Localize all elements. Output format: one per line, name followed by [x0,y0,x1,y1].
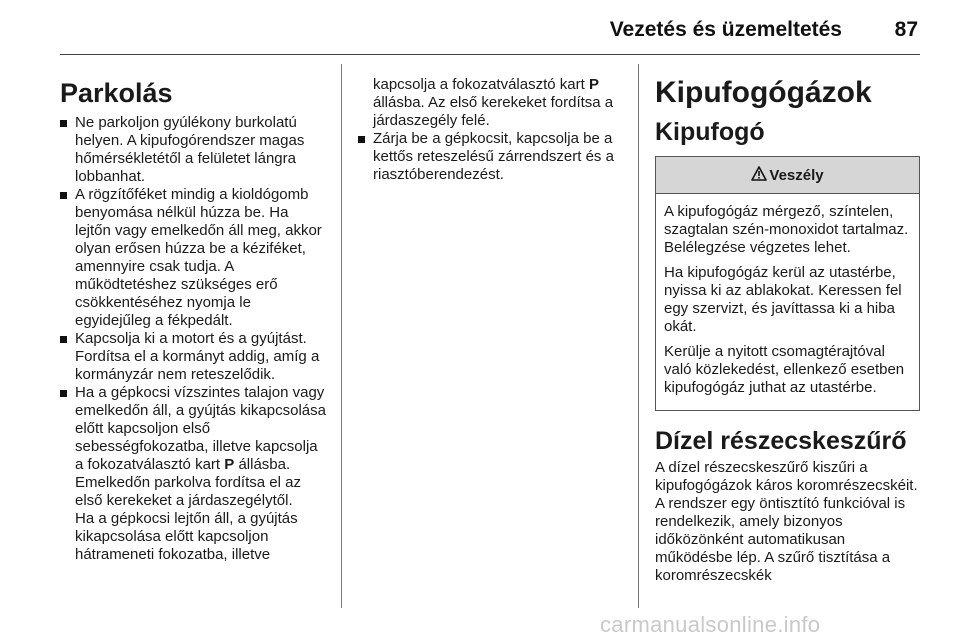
warning-paragraph: A kipufogógáz mérgező, színtelen, szagtalan szén-monoxidot tartalmaz. Belélegzése végzetes lehet. [664,203,909,256]
parking-heading: Parkolás [60,78,173,108]
header-rule [60,54,920,55]
warning-title: Veszély [769,166,824,184]
column-1 [60,60,328,642]
column-divider [341,64,342,608]
list-item-text: kapcsolja a fokozatválasztó kart [373,76,585,93]
list-item: Zárja be a gépkocsit, kapcsolja be a kettős reteszelésű zárrendszert és a riasztóberendezést. [358,130,620,184]
diesel-text: A dízel részecskeszűrő kiszűri a kipufogógázok káros koromrészecskéit. A rendszer egy öntisztító funkcióval is rendelkezik, amely bizonyos időközönként automatikusan működésbe lép. A szűrő tisztítása a koromrészecskék [655,459,918,584]
danger-warning-box [655,156,920,411]
gear-position-p: P [224,456,235,473]
list-item: Kapcsolja ki a motort és a gyújtást. Fordítsa el a kormányt addig, amíg a kormányzár nem reteszelődik. [60,330,328,384]
warning-triangle-icon [751,166,767,185]
exhaust-heading: Kipufogógázok [655,76,872,109]
page-header [0,0,960,56]
list-item: A rögzítőféket mindig a kioldógomb benyomása nélkül húzza be. Ha lejtőn vagy emelkedőn áll meg, akkor olyan erősen húzza be a kéziféket, amennyire csak tudja. A működtetéshez szükséges erő csökkentéséhez nyomja le egyidejűleg a fékpedált. [60,186,328,330]
column-divider [638,64,639,608]
warning-body [656,194,919,410]
exhaust-subheading: Kipufogó [655,118,765,146]
warning-paragraph: Ha kipufogógáz kerül az utastérbe, nyissa ki az ablakokat. Keressen fel egy szervizt, és javíttassa ki a hiba okát. [664,264,902,335]
list-item-text: állásba. Az első kerekeket fordítsa a járdaszegély felé. [373,94,614,129]
warning-paragraph: Kerülje a nyitott csomagtérajtóval való közlekedést, ellenkező esetben kipufogógáz juthat az utastérbe. [664,343,905,396]
gear-position-p: P [588,76,599,93]
column-3 [655,60,920,642]
list-item-text: Ha a gépkocsi vízszintes talajon vagy emelkedőn áll, a gyújtás kikapcsolása előtt kapcsoljon első sebességfokozatba, illetve kapcsolja a fokozatválasztó kart [75,384,326,473]
header-title: Vezetés és üzemeltetés [609,18,842,41]
parking-list [60,114,328,564]
warning-header [656,157,919,194]
list-item: Ne parkoljon gyúlékony burkolatú helyen. A kipufogórendszer magas hőmérsékletétől a felületet lángra lobbanhat. [60,114,328,186]
list-item-continuation: Ha a gépkocsi lejtőn áll, a gyújtás kikapcsolása előtt kapcsoljon hátrameneti fokozatba, illetve [75,510,298,563]
list-item-text: állásba. Emelkedőn parkolva fordítsa el az első kerekeket a járdaszegélytől. [75,456,301,509]
parking-list-continued [358,76,620,184]
list-item [60,384,328,510]
column-2 [358,60,620,642]
watermark: carmanualsonline.info [600,612,821,637]
page-number: 87 [894,18,918,41]
diesel-heading: Dízel részecskeszűrő [655,427,907,455]
list-item-continuation [358,76,620,130]
